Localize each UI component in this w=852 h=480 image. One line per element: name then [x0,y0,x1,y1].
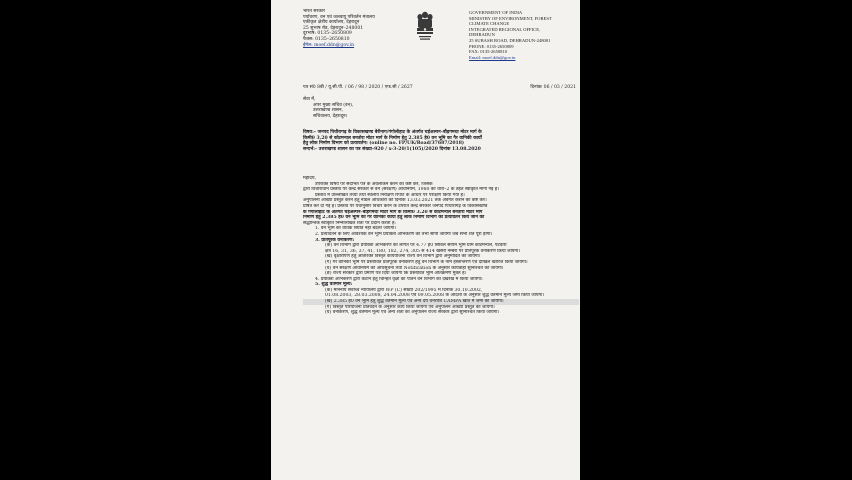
condition-item: (ग) गैर वानिकी भूमि पर प्रस्तावित प्रतिपूरक वनीकरण हेतु वन विभाग के नाम हस्तान्तरण एवं दाखिल खारिज किया जायेगा। [325,259,528,265]
body-line: प्रेषित कर दी गई है। प्रस्ताव पर यथानुसार विचार करने के उपरांत केन्द्र सरकार जनपद पिथौरागढ़ के विकासखण्ड [303,203,488,209]
letterhead-line: दूरभाष: 0135–2650809 [303,31,352,37]
letterhead-line: DEHRADUN [469,32,495,38]
letterhead-email-link[interactable]: ईमेल: moef.ddn@gov.in [303,42,355,48]
letterhead-line: GOVERNMENT OF INDIA [469,10,523,15]
condition-item: 4. प्रयोक्ता अभिकरण द्वारा कटान हेतु चिन्हित वृक्षों का पातन वन विभाग की देखरेख में किया जायेगा। [315,276,483,282]
condition-item: (ङ) राज्य सरकार द्वारा प्रमाण पत्र दिया जायेगा कि प्रस्तावित भूमि अतिक्रमण मुक्त है। [325,271,467,277]
condition-item: क्षेत्र 16, 31, 36, 37, 41, 180, 182, 274, 305 से 414 खसरा नम्बरों पर प्रतिपूरक वनीकरण किया जायेगा। [325,248,520,254]
addressee-block [303,97,353,119]
addressee-line: सेवा में, [303,97,316,102]
condition-heading: 3. प्रतिपूरक वनीकरण: [315,237,355,243]
salutation: महोदय, [303,176,316,181]
reference-line: सन्दर्भ:– उत्तराखण्ड शासन का पत्र संख्या–920 / x-3-20/1(105)/2020 दिनांक 13.08.2020 [303,146,481,152]
subject-line: हेतु लोक निर्माण विभाग को प्रत्यावर्तन। (online no. FP/UK/Road/37687/2018) [303,141,465,147]
condition-item: (क) माननीय सर्वोच्च न्यायालय द्वारा WP (C) संख्या 202/1995 में दिनांक 30.10.2002, [325,287,483,293]
letterhead-email-link[interactable]: Email: moef.ddn@gov.in [469,54,516,60]
body-line: सैद्धान्तिक स्वीकृति निम्नलिखित शर्तों पर प्रदान करती है: [303,220,396,226]
letterhead-line: 25 SUBASH ROAD, DEHRADUN-248001 [469,37,551,43]
letterhead-line: 25 सुभाष रोड, देहरादून–248001 [303,25,364,31]
addressee-line: अपर मुख्य सचिव (वन), [313,102,354,108]
subject-line: विषय:– जनपद पिथौरागढ़ के विकासखण्ड बेरीनाग/गंगोलीहाट के अंतर्गत चर्ड़अल्पन–बौड़गमथा मोटर मार्ग के [303,130,482,135]
subject-line: किमी0 3.20 से कोटमन्यल बनतोरा मोटर मार्ग के निर्माण हेतु 2.385 हे0 वन भूमि का गैर वानिकी कार्यों [303,135,482,141]
addressee-line: उत्तराखण्ड शासन, [313,108,344,114]
letterhead-line: MINISTRY OF ENVIRONMENT, FOREST [469,15,552,21]
condition-item: 1. वन भूमि की वैधिक स्थिति नहीं बदली जायेगी। [315,226,397,232]
condition-item: (ग) विस्तृत परियोजना प्रतिवेदन के अनुसार कार्य किया जायेगा एवं अनुपालन आख्या प्रस्तुत की जायेगी। [325,304,495,310]
letterhead-line: PHONE: 0135-2650809 [469,43,514,49]
body-line: के गंगोलीहाट के अंतर्गत चर्ड़अल्पन–बौड़गमथा मोटर मार्ग के किमी0 3.20 से कोटमन्यल बनतोरा मोटर मार्ग [303,209,483,215]
body-line: द्वारा विचाराधीन प्रस्ताव पर केन्द्र सरकार से वन (संरक्षण) अधिनियम, 1980 की धारा–2 के तहत स्वीकृति मांगी गई है। [303,187,499,193]
condition-heading: 5. शुद्ध वर्तमान मूल्य: [315,282,353,288]
letterhead-line: CLIMATE CHANGE [469,21,510,27]
body-line: उपरोक्त विषय पर संदर्भित पत्र के अवलोकन करने का कष्ट करें, जिसके [315,181,433,187]
letterhead-line: FAX: 0135-2650810 [469,49,508,55]
subject-block [303,130,579,152]
letterhead-line: पर्यावरण, वन एवं जलवायु परिवर्तन मंत्रालय [303,14,375,20]
reference-number: पत्र सं0 8बी / यू.सी.पी. / 06 / 98 / 2020 / एफ.सी / 2627 [303,85,413,90]
letterhead-line: फैक्स: 0135–2650810 [303,36,350,42]
body-line: प्रस्ताव में उल्लिखित तथ्यों तथा स्थलीय निरीक्षण रिपोर्ट के आधार पर परीक्षण किया गया है। [315,192,465,198]
condition-item: 01.08.2003, 28.03.2008, 24.04.2008 एवं 09.05.2008 के आदेशों के अनुसार शुद्ध वर्तमान मूल्य जमा किया जायेगा। [325,293,545,299]
condition-item: (घ) वन संरक्षण अधिनियम की अधिसूचना तथा Notification के अनुसार कार्यवाही सुनिश्चित की जायेगी। [325,265,504,271]
condition-item: (घ) वनीकरण, शुद्ध वर्तमान मूल्य एवं अन्य शर्तों का अनुपालन राज्य सरकार द्वारा सुनिश्चित किया जायेगा। [325,310,500,316]
letterhead-line: भारत सरकार [303,9,325,14]
letterhead-line: INTEGRATED REGIONAL OFFICE, [469,26,541,32]
body-line: निर्माण हेतु 2.385 हे0 वन भूमि का गैर वानिकी कार्यों हेतु लोक निर्माण विभाग को प्रत्यावर्तन किये जाने की [303,215,485,221]
addressee-line: सचिवालय, देहरादून। [313,113,348,119]
letter-date: दिनांकः 06 / 03 / 2021 [530,85,576,90]
hindi-letterhead [303,9,415,48]
body-line: अनुपालना आख्या प्रस्तुत करने हेतु नोडल अधिकारी को दिनांक 13.03.2021 तक अवगत कराने का कष्ट करें। [303,198,487,204]
condition-item: (क) वन विभाग द्वारा प्रयोक्ता अभिकरण की लागत पर 4.77 हे0 सिविल सोयम भूमि ग्राम कोटमन्यल, पटवारी [325,243,507,249]
english-letterhead [469,10,579,60]
national-emblem-icon [414,9,436,43]
condition-item: (ख) वृक्षारोपण हेतु अतिरिक्त विस्तृत कार्ययोजना राज्य वन विभाग द्वारा अनुमोदित की जायेगी। [325,254,481,260]
letter-body [303,176,579,316]
condition-item: (ख) 2.385 हे0 वन भूमि हेतु शुद्ध वर्तमान मूल्य एवं अन्य देय धनराशि CAMPA खाते में जमा की जायेगी। [303,299,579,305]
letterhead-line: एकीकृत क्षेत्रीय कार्यालय, देहरादून [303,20,360,26]
condition-item: 2. प्रत्यावर्तन के लिए आवश्यक वन भूमि प्रयोक्ता अभिकरण को तभी सौंपी जायेगी जब सभी शर्तें पूरी होंगी। [315,231,493,237]
letter-page [271,0,580,480]
